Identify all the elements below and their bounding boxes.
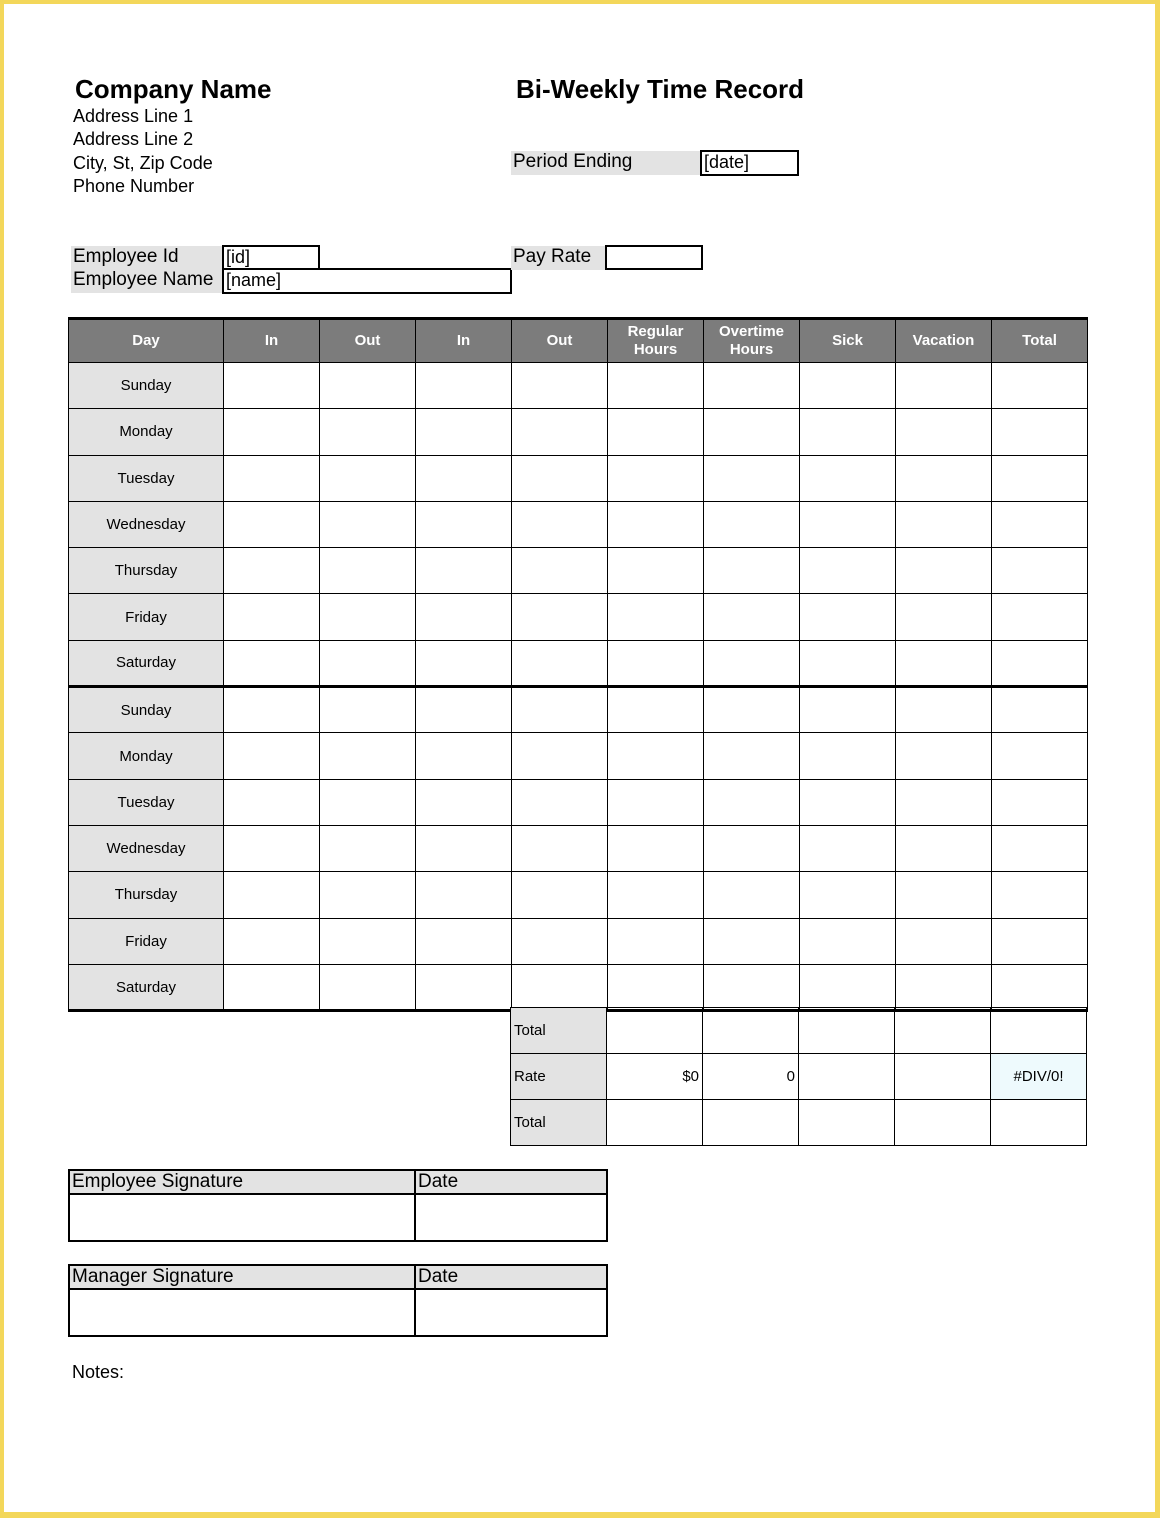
entry-cell[interactable] [512, 455, 608, 501]
entry-cell[interactable] [224, 964, 320, 1010]
manager-signature-block [68, 1264, 608, 1337]
entry-cell[interactable] [800, 363, 896, 409]
entry-cell[interactable] [896, 640, 992, 686]
company-name: Company Name [75, 74, 272, 104]
entry-cell[interactable] [512, 501, 608, 547]
entry-cell[interactable] [224, 779, 320, 825]
entry-cell[interactable] [320, 594, 416, 640]
entry-cell[interactable] [608, 640, 704, 686]
entry-cell[interactable] [512, 964, 608, 1010]
grid-header-row [69, 319, 1088, 363]
address-line-1: Address Line 1 [73, 106, 194, 126]
entry-cell[interactable] [512, 733, 608, 779]
rate-total-cell: #DIV/0! [991, 1054, 1087, 1100]
entry-cell[interactable] [608, 779, 704, 825]
entry-cell[interactable] [608, 918, 704, 964]
entry-cell[interactable] [512, 363, 608, 409]
entry-cell[interactable] [224, 548, 320, 594]
entry-cell[interactable] [320, 363, 416, 409]
entry-cell[interactable] [320, 964, 416, 1010]
manager-date-label: Date [415, 1265, 607, 1289]
entry-cell[interactable] [896, 687, 992, 733]
entry-cell[interactable] [992, 548, 1088, 594]
entry-cell[interactable] [992, 825, 1088, 871]
day-label: Friday [69, 918, 224, 964]
pay-total-cell [991, 1100, 1087, 1146]
entry-cell[interactable] [608, 964, 704, 1010]
entry-cell[interactable] [320, 501, 416, 547]
totals-pay-row [511, 1100, 1087, 1146]
column-header-total: Total [992, 319, 1088, 363]
entry-cell[interactable] [800, 825, 896, 871]
column-header-sick: Sick [800, 319, 896, 363]
entry-cell[interactable] [512, 779, 608, 825]
column-header-regular-hours: Regular Hours [608, 319, 704, 363]
entry-cell[interactable] [416, 964, 512, 1010]
entry-cell[interactable] [320, 733, 416, 779]
entry-cell[interactable] [416, 409, 512, 455]
column-header-overtime-hours: Overtime Hours [704, 319, 800, 363]
entry-cell[interactable] [800, 455, 896, 501]
employee-id-field[interactable]: [id] [222, 245, 320, 270]
employee-name-field[interactable]: [name] [222, 268, 512, 294]
entry-cell[interactable] [224, 501, 320, 547]
entry-cell[interactable] [992, 687, 1088, 733]
entry-cell[interactable] [992, 779, 1088, 825]
entry-cell[interactable] [992, 455, 1088, 501]
entry-cell[interactable] [512, 872, 608, 918]
entry-cell[interactable] [800, 872, 896, 918]
entry-cell[interactable] [896, 594, 992, 640]
address-line-2: Address Line 2 [73, 129, 194, 149]
entry-cell[interactable] [896, 872, 992, 918]
pay-total-label: Total [511, 1100, 607, 1146]
pay-overtime-cell [703, 1100, 799, 1146]
entry-cell[interactable] [992, 964, 1088, 1010]
entry-cell[interactable] [416, 363, 512, 409]
entry-cell[interactable] [800, 501, 896, 547]
day-row [69, 640, 1088, 686]
entry-cell[interactable] [224, 363, 320, 409]
totals-hours-row [511, 1008, 1087, 1054]
day-row [69, 733, 1088, 779]
entry-cell[interactable] [704, 779, 800, 825]
day-label: Monday [69, 733, 224, 779]
entry-cell[interactable] [320, 918, 416, 964]
entry-cell[interactable] [704, 548, 800, 594]
entry-cell[interactable] [416, 548, 512, 594]
entry-cell[interactable] [512, 640, 608, 686]
entry-cell[interactable] [992, 640, 1088, 686]
day-label: Saturday [69, 964, 224, 1010]
entry-cell[interactable] [896, 964, 992, 1010]
column-header-day: Day [69, 319, 224, 363]
column-header-out-1: Out [320, 319, 416, 363]
entry-cell[interactable] [224, 640, 320, 686]
employee-signature-label: Employee Signature [69, 1170, 415, 1194]
entry-cell[interactable] [896, 548, 992, 594]
entry-cell[interactable] [608, 409, 704, 455]
entry-cell[interactable] [416, 825, 512, 871]
day-row [69, 779, 1088, 825]
pay-rate-label: Pay Rate [511, 246, 607, 270]
day-row [69, 964, 1088, 1010]
entry-cell[interactable] [224, 594, 320, 640]
entry-cell[interactable] [320, 409, 416, 455]
total-sick-cell [799, 1008, 895, 1054]
entry-cell[interactable] [800, 918, 896, 964]
day-row [69, 363, 1088, 409]
entry-cell[interactable] [320, 872, 416, 918]
entry-cell[interactable] [608, 548, 704, 594]
entry-cell[interactable] [224, 733, 320, 779]
entry-cell[interactable] [224, 455, 320, 501]
entry-cell[interactable] [800, 594, 896, 640]
rate-vacation-cell [895, 1054, 991, 1100]
day-label: Sunday [69, 687, 224, 733]
entry-cell[interactable] [512, 687, 608, 733]
day-row [69, 501, 1088, 547]
entry-cell[interactable] [992, 594, 1088, 640]
entry-cell[interactable] [704, 964, 800, 1010]
rate-regular-cell: $0 [607, 1054, 703, 1100]
entry-cell[interactable] [800, 548, 896, 594]
entry-cell[interactable] [992, 733, 1088, 779]
entry-cell[interactable] [416, 872, 512, 918]
entry-cell[interactable] [704, 455, 800, 501]
entry-cell[interactable] [224, 409, 320, 455]
entry-cell[interactable] [512, 594, 608, 640]
entry-cell[interactable] [704, 501, 800, 547]
entry-cell[interactable] [608, 825, 704, 871]
day-label: Wednesday [69, 825, 224, 871]
employee-date-field[interactable] [415, 1194, 607, 1241]
phone-number: Phone Number [73, 176, 195, 196]
rate-overtime-cell: 0 [703, 1054, 799, 1100]
entry-cell[interactable] [608, 363, 704, 409]
entry-cell[interactable] [896, 825, 992, 871]
entry-cell[interactable] [320, 640, 416, 686]
entry-cell[interactable] [992, 409, 1088, 455]
entry-cell[interactable] [896, 779, 992, 825]
day-label: Thursday [69, 872, 224, 918]
entry-cell[interactable] [704, 363, 800, 409]
column-header-vacation: Vacation [896, 319, 992, 363]
entry-cell[interactable] [704, 733, 800, 779]
entry-cell[interactable] [512, 409, 608, 455]
entry-cell[interactable] [896, 363, 992, 409]
manager-date-field[interactable] [415, 1289, 607, 1336]
entry-cell[interactable] [224, 918, 320, 964]
day-label: Monday [69, 409, 224, 455]
day-row [69, 872, 1088, 918]
entry-cell[interactable] [704, 872, 800, 918]
day-label: Friday [69, 594, 224, 640]
day-row [69, 409, 1088, 455]
day-row [69, 687, 1088, 733]
entry-cell[interactable] [416, 640, 512, 686]
totals-table [510, 1007, 1087, 1146]
period-ending-field[interactable]: [date] [700, 150, 799, 176]
total-overtime-cell [703, 1008, 799, 1054]
entry-cell[interactable] [416, 455, 512, 501]
day-label: Wednesday [69, 501, 224, 547]
entry-cell[interactable] [608, 455, 704, 501]
day-row [69, 548, 1088, 594]
entry-cell[interactable] [320, 455, 416, 501]
entry-cell[interactable] [416, 687, 512, 733]
entry-cell[interactable] [320, 687, 416, 733]
entry-cell[interactable] [800, 409, 896, 455]
entry-cell[interactable] [224, 872, 320, 918]
entry-cell[interactable] [896, 733, 992, 779]
entry-cell[interactable] [992, 501, 1088, 547]
employee-signature-block [68, 1169, 608, 1242]
entry-cell[interactable] [992, 918, 1088, 964]
day-row [69, 825, 1088, 871]
entry-cell[interactable] [224, 687, 320, 733]
employee-name-label: Employee Name [71, 269, 223, 293]
notes-label: Notes: [72, 1362, 125, 1382]
pay-vacation-cell [895, 1100, 991, 1146]
entry-cell[interactable] [608, 594, 704, 640]
day-row [69, 594, 1088, 640]
entry-cell[interactable] [896, 918, 992, 964]
entry-cell[interactable] [800, 733, 896, 779]
entry-cell[interactable] [896, 501, 992, 547]
column-header-in-1: In [224, 319, 320, 363]
entry-cell[interactable] [608, 733, 704, 779]
city-state-zip: City, St, Zip Code [73, 153, 213, 173]
entry-cell[interactable] [416, 501, 512, 547]
entry-cell[interactable] [416, 918, 512, 964]
day-label: Tuesday [69, 779, 224, 825]
day-row [69, 455, 1088, 501]
period-ending-label: Period Ending [511, 151, 701, 175]
timesheet-page [4, 4, 1155, 1512]
entry-cell[interactable] [416, 594, 512, 640]
pay-regular-cell [607, 1100, 703, 1146]
entry-cell[interactable] [320, 779, 416, 825]
entry-cell[interactable] [800, 964, 896, 1010]
total-vacation-cell [895, 1008, 991, 1054]
day-row [69, 918, 1088, 964]
entry-cell[interactable] [992, 363, 1088, 409]
manager-signature-field[interactable] [69, 1289, 415, 1336]
day-label: Sunday [69, 363, 224, 409]
day-label: Saturday [69, 640, 224, 686]
rate-label: Rate [511, 1054, 607, 1100]
time-grid [68, 317, 1088, 1012]
employee-signature-field[interactable] [69, 1194, 415, 1241]
rate-sick-cell [799, 1054, 895, 1100]
entry-cell[interactable] [992, 872, 1088, 918]
entry-cell[interactable] [608, 687, 704, 733]
total-regular-cell [607, 1008, 703, 1054]
entry-cell[interactable] [704, 409, 800, 455]
entry-cell[interactable] [896, 409, 992, 455]
day-label: Thursday [69, 548, 224, 594]
entry-cell[interactable] [320, 825, 416, 871]
entry-cell[interactable] [800, 687, 896, 733]
entry-cell[interactable] [896, 455, 992, 501]
entry-cell[interactable] [800, 640, 896, 686]
entry-cell[interactable] [704, 594, 800, 640]
totals-label: Total [511, 1008, 607, 1054]
document-title: Bi-Weekly Time Record [516, 74, 805, 104]
column-header-out-2: Out [512, 319, 608, 363]
entry-cell[interactable] [608, 501, 704, 547]
entry-cell[interactable] [512, 825, 608, 871]
employee-date-label: Date [415, 1170, 607, 1194]
entry-cell[interactable] [416, 779, 512, 825]
rate-row [511, 1054, 1087, 1100]
entry-cell[interactable] [608, 872, 704, 918]
pay-rate-field[interactable] [605, 245, 703, 270]
entry-cell[interactable] [704, 825, 800, 871]
total-total-cell [991, 1008, 1087, 1054]
entry-cell[interactable] [224, 825, 320, 871]
entry-cell[interactable] [704, 918, 800, 964]
entry-cell[interactable] [704, 640, 800, 686]
entry-cell[interactable] [512, 918, 608, 964]
column-header-in-2: In [416, 319, 512, 363]
entry-cell[interactable] [512, 548, 608, 594]
entry-cell[interactable] [800, 779, 896, 825]
day-label: Tuesday [69, 455, 224, 501]
manager-signature-label: Manager Signature [69, 1265, 415, 1289]
entry-cell[interactable] [704, 687, 800, 733]
employee-id-label: Employee Id [71, 246, 223, 270]
entry-cell[interactable] [416, 733, 512, 779]
entry-cell[interactable] [320, 548, 416, 594]
pay-sick-cell [799, 1100, 895, 1146]
